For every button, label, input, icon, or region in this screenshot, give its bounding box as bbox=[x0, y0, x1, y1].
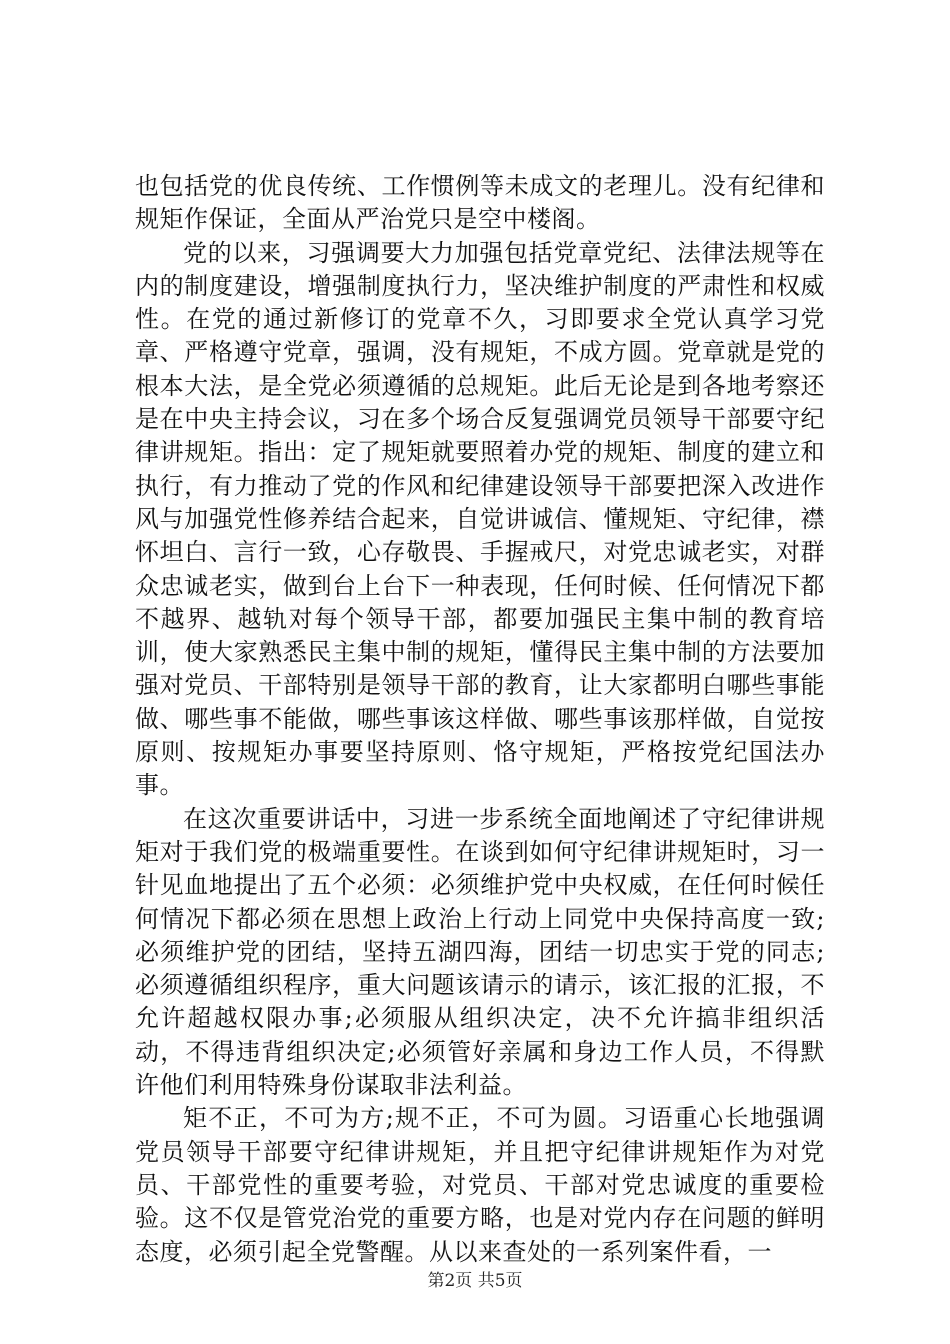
paragraph-rules-square: 矩不正，不可为方;规不正，不可为圆。习语重心长地强调党员领导干部要守纪律讲规矩，并且把守纪律讲规矩作为对党员、干部党性的重要考验，对党员、干部对党忠诚度的重要检验。这不仅是管党治党的重要方略，也是对党内存在问题的鲜明态度，必须引起全党警醒。从以来查处的一系列案件看，一 bbox=[135, 1104, 825, 1266]
paragraph-five-musts: 在这次重要讲话中，习进一步系统全面地阐述了守纪律讲规矩对于我们党的极端重要性。在谈到如何守纪律讲规矩时，习一针见血地提出了五个必须：必须维护党中央权威，在任何时候任何情况下都必须在思想上政治上行动上同党中央保持高度一致;必须维护党的团结，坚持五湖四海，团结一切忠实于党的同志;必须遵循组织程序，重大问题该请示的请示，该汇报的汇报，不允许超越权限办事;必须服从组织决定，决不允许搞非组织活动，不得违背组织决定;必须管好亲属和身边工作人员，不得默许他们利用特殊身份谋取非法利益。 bbox=[135, 804, 825, 1100]
document-body bbox=[135, 170, 825, 1269]
page-number-footer: 第2页 共5页 bbox=[427, 1271, 523, 1291]
paragraph-continuation: 也包括党的优良传统、工作惯例等未成文的老理儿。没有纪律和规矩作保证，全面从严治党只是空中楼阁。 bbox=[135, 172, 825, 234]
paragraph-system-building: 党的以来，习强调要大力加强包括党章党纪、法律法规等在内的制度建设，增强制度执行力，坚决维护制度的严肃性和权威性。在党的通过新修订的党章不久，习即要求全党认真学习党章、严格遵守党章，强调，没有规矩，不成方圆。党章就是党的根本大法，是全党必须遵循的总规矩。此后无论是到各地考察还是在中央主持会议，习在多个场合反复强调党员领导干部要守纪律讲规矩。指出：定了规矩就要照着办党的规矩、制度的建立和执行，有力推动了党的作风和纪律建设领导干部要把深入改进作风与加强党性修养结合起来，自觉讲诚信、懂规矩、守纪律，襟怀坦白、言行一致，心存敬畏、手握戒尺，对党忠诚老实，对群众忠诚老实，做到台上台下一种表现，任何时候、任何情况下都不越界、越轨对每个领导干部，都要加强民主集中制的教育培训，使大家熟悉民主集中制的规矩，懂得民主集中制的方法要加强对党员、干部特别是领导干部的教育，让大家都明白哪些事能做、哪些事不能做，哪些事该这样做、哪些事该那样做，自觉按原则、按规矩办事要坚持原则、恪守规矩，严格按党纪国法办事。 bbox=[135, 238, 825, 800]
